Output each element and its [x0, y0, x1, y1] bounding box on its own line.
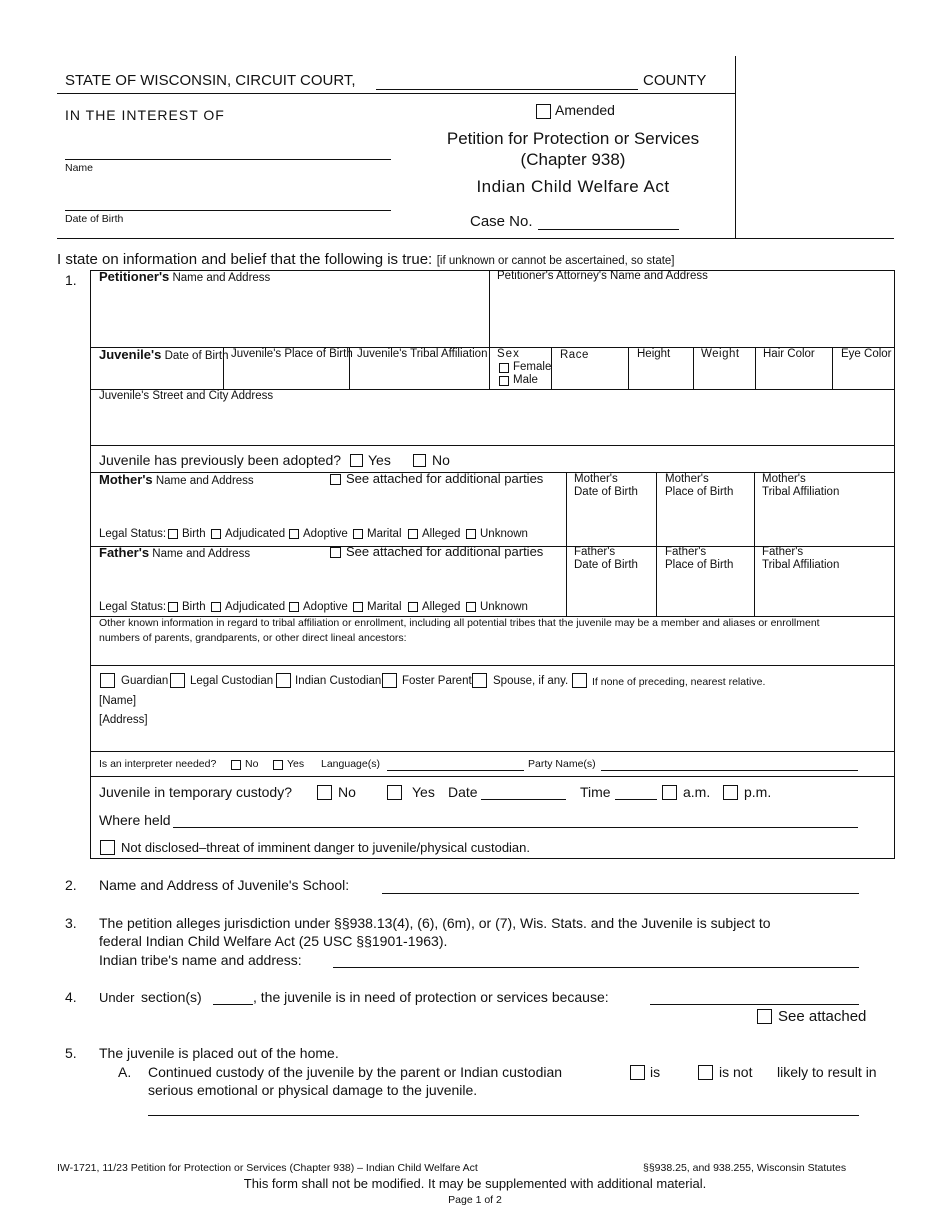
- party-name-label: Party Name(s): [528, 758, 596, 770]
- likely-label: likely to result in: [777, 1064, 877, 1080]
- county-label: COUNTY: [643, 72, 707, 89]
- sub-a-label: A.: [118, 1064, 132, 1080]
- case-no-label: Case No.: [470, 213, 533, 230]
- am-checkbox[interactable]: [662, 785, 677, 800]
- legal-status-label: Legal Status:: [99, 601, 167, 613]
- father-tribal-label: [762, 546, 839, 571]
- language-label: Language(s): [321, 758, 380, 770]
- custody-line-2: serious emotional or physical damage to the juvenile.: [148, 1082, 478, 1098]
- father-dob-line-1: Father's: [574, 546, 616, 558]
- father-status-unknown-checkbox[interactable]: [466, 602, 476, 612]
- dob-label: Date of Birth: [65, 213, 124, 225]
- not-disclosed-label: Not disclosed–threat of imminent danger to juvenile/physical custodian.: [121, 840, 531, 855]
- name-label: Name: [65, 162, 94, 174]
- custodian-label: Foster Parent: [402, 675, 472, 687]
- father-status-adjudicated-checkbox[interactable]: [211, 602, 221, 612]
- intro-note: [if unknown or cannot be ascertained, so state]: [436, 255, 675, 267]
- mother-status-adoptive-checkbox[interactable]: [289, 529, 299, 539]
- father-dob-line-2: Date of Birth: [574, 558, 638, 571]
- mother-label-rest: Name and Address: [155, 475, 254, 487]
- jurisdiction-line-2: federal Indian Child Welfare Act (25 USC §§1901-1963).: [99, 933, 448, 949]
- item-3-number: 3.: [65, 915, 77, 931]
- is-checkbox[interactable]: [630, 1065, 645, 1080]
- row-rule: [90, 776, 895, 777]
- custodian-label: Guardian: [121, 675, 169, 687]
- interpreter-no-label: No: [245, 758, 259, 770]
- tribe-field[interactable]: [333, 967, 859, 968]
- other-info-line-2: numbers of parents, grandparents, or other direct lineal ancestors:: [99, 632, 407, 644]
- legal-custodian-checkbox[interactable]: [170, 673, 185, 688]
- father-tribal-line-2: Tribal Affiliation: [762, 558, 840, 571]
- mother-status-adjudicated-checkbox[interactable]: [211, 529, 221, 539]
- juvenile-dob-text: Date of Birth: [164, 350, 229, 362]
- mother-legal-status: [99, 528, 166, 540]
- father-see-attached-label: See attached for additional parties: [346, 544, 544, 559]
- status-label: Alleged: [422, 601, 461, 613]
- mother-label: [99, 472, 254, 487]
- petitioner-label-bold: Petitioner's: [99, 269, 170, 284]
- guardian-checkbox[interactable]: [100, 673, 115, 688]
- mother-status-marital-checkbox[interactable]: [353, 529, 363, 539]
- father-status-marital-checkbox[interactable]: [353, 602, 363, 612]
- protection-reason-label: , the juvenile is in need of protection or services because:: [253, 989, 609, 1005]
- sections-label: section(s): [141, 989, 202, 1005]
- mother-pob-line-2: Place of Birth: [665, 485, 734, 498]
- custody-field[interactable]: [148, 1115, 859, 1116]
- reason-field[interactable]: [650, 1004, 859, 1005]
- father-see-attached-checkbox[interactable]: [330, 547, 341, 558]
- male-checkbox[interactable]: [499, 376, 509, 386]
- name-field[interactable]: [65, 159, 391, 160]
- juvenile-label-bold: Juvenile's: [99, 347, 162, 362]
- juvenile-tribal-label: Juvenile's Tribal Affiliation: [357, 348, 488, 360]
- case-no-field[interactable]: [538, 229, 679, 230]
- temp-custody-yes-checkbox[interactable]: [387, 785, 402, 800]
- father-dob-label: [574, 546, 638, 571]
- temp-custody-no-checkbox[interactable]: [317, 785, 332, 800]
- juvenile-pob-label: Juvenile's Place of Birth: [231, 348, 353, 360]
- status-label: Adjudicated: [225, 601, 286, 613]
- interpreter-yes-checkbox[interactable]: [273, 760, 283, 770]
- mother-dob-line-1: Mother's: [574, 473, 618, 485]
- dob-field[interactable]: [65, 210, 391, 211]
- mother-tribal-line-2: Tribal Affiliation: [762, 485, 840, 498]
- time-label: Time: [580, 784, 611, 800]
- spouse-checkbox[interactable]: [472, 673, 487, 688]
- tribe-label: Indian tribe's name and address:: [99, 952, 302, 968]
- custodian-label: Spouse, if any.: [493, 675, 569, 687]
- father-status-adoptive-checkbox[interactable]: [289, 602, 299, 612]
- where-held-field[interactable]: [173, 827, 858, 828]
- status-label: Birth: [182, 601, 206, 613]
- female-checkbox[interactable]: [499, 363, 509, 373]
- nearest-relative-checkbox[interactable]: [572, 673, 587, 688]
- father-tribal-line-1: Father's: [762, 546, 804, 558]
- see-attached-checkbox[interactable]: [757, 1009, 772, 1024]
- father-status-birth-checkbox[interactable]: [168, 602, 178, 612]
- item-2-number: 2.: [65, 877, 77, 893]
- custodian-label: If none of preceding, nearest relative.: [592, 676, 766, 688]
- form-chapter: (Chapter 938): [520, 150, 626, 169]
- col-divider: [693, 347, 694, 389]
- form-id: IW-1721, 11/23 Petition for Protection or Services (Chapter 938) – Indian Child Welfare Act: [57, 1162, 478, 1174]
- father-pob-line-2: Place of Birth: [665, 558, 734, 571]
- temp-custody-yes-label: Yes: [412, 784, 435, 800]
- petitioner-label-rest: Name and Address: [172, 272, 271, 284]
- father-pob-line-1: Father's: [665, 546, 707, 558]
- form-title: Petition for Protection or Services: [446, 129, 700, 148]
- placed-out-label: The juvenile is placed out of the home.: [99, 1045, 339, 1061]
- intro-main: I state on information and belief that the following is true:: [57, 251, 433, 268]
- mother-status-alleged-checkbox[interactable]: [408, 529, 418, 539]
- col-divider: [489, 270, 490, 389]
- under-label: Under: [99, 990, 135, 1005]
- status-label: Marital: [367, 528, 402, 540]
- mother-dob-label: [574, 473, 638, 498]
- interpreter-no-checkbox[interactable]: [231, 760, 241, 770]
- mother-status-unknown-checkbox[interactable]: [466, 529, 476, 539]
- custodian-label: Indian Custodian: [295, 675, 382, 687]
- mother-status-birth-checkbox[interactable]: [168, 529, 178, 539]
- father-pob-label: [665, 546, 733, 571]
- school-label: Name and Address of Juvenile's School:: [99, 877, 350, 893]
- height-label: Height: [637, 348, 671, 360]
- juvenile-dob-label: [99, 347, 228, 362]
- pm-checkbox[interactable]: [723, 785, 738, 800]
- not-disclosed-checkbox[interactable]: [100, 840, 115, 855]
- row-rule: [90, 665, 895, 666]
- custody-line-1: Continued custody of the juvenile by the parent or Indian custodian: [148, 1064, 563, 1080]
- adopted-no-checkbox[interactable]: [413, 454, 426, 467]
- language-field[interactable]: [387, 770, 524, 771]
- mother-pob-label: [665, 473, 733, 498]
- mother-dob-line-2: Date of Birth: [574, 485, 638, 498]
- pm-label: p.m.: [744, 784, 772, 800]
- indian-custodian-checkbox[interactable]: [276, 673, 291, 688]
- adopted-question: Juvenile has previously been adopted?: [99, 452, 342, 468]
- temp-custody-no-label: No: [338, 784, 356, 800]
- amended-checkbox[interactable]: [536, 104, 551, 119]
- jurisdiction-line-1: The petition alleges jurisdiction under §§938.13(4), (6), (6m), or (7), Wis. Stats. and the Juvenile is subject to: [99, 915, 771, 931]
- legal-status-label: Legal Status:: [99, 528, 167, 540]
- father-status-alleged-checkbox[interactable]: [408, 602, 418, 612]
- weight-label: Weight: [701, 348, 740, 360]
- mother-see-attached-checkbox[interactable]: [330, 474, 341, 485]
- row-rule: [90, 751, 895, 752]
- father-legal-status: [99, 601, 166, 613]
- status-label: Adoptive: [303, 528, 348, 540]
- street-label: Juvenile's Street and City Address: [99, 390, 274, 402]
- school-field[interactable]: [382, 893, 859, 894]
- form-subtitle: Indian Child Welfare Act: [476, 177, 670, 196]
- item-4-number: 4.: [65, 989, 77, 1005]
- statutes: §§938.25, and 938.255, Wisconsin Statutes: [643, 1162, 847, 1174]
- am-label: a.m.: [683, 784, 711, 800]
- col-divider: [628, 347, 629, 389]
- is-not-checkbox[interactable]: [698, 1065, 713, 1080]
- col-divider: [566, 472, 567, 616]
- custodian-address-label: [Address]: [99, 714, 148, 726]
- adopted-yes-label: Yes: [368, 452, 391, 468]
- date-field[interactable]: [481, 799, 566, 800]
- attorney-label: Petitioner's Attorney's Name and Address: [497, 270, 708, 282]
- item-1-number: 1.: [65, 272, 77, 288]
- header-bottom-rule: [57, 238, 894, 239]
- date-label: Date: [448, 784, 478, 800]
- amended-label: Amended: [555, 102, 615, 118]
- mother-pob-line-1: Mother's: [665, 473, 709, 485]
- col-divider: [656, 472, 657, 616]
- county-field[interactable]: [376, 89, 638, 90]
- interpreter-question: Is an interpreter needed?: [99, 758, 217, 770]
- item-5-number: 5.: [65, 1045, 77, 1061]
- party-name-field[interactable]: [601, 770, 858, 771]
- page-number: Page 1 of 2: [448, 1194, 502, 1206]
- status-label: Birth: [182, 528, 206, 540]
- custodian-label: Legal Custodian: [190, 675, 274, 687]
- time-field[interactable]: [615, 799, 657, 800]
- is-not-label: is not: [719, 1064, 753, 1080]
- father-label-bold: Father's: [99, 545, 150, 560]
- col-divider: [755, 347, 756, 389]
- court-label: STATE OF WISCONSIN, CIRCUIT COURT,: [65, 72, 356, 89]
- father-label: [99, 545, 250, 560]
- status-label: Unknown: [480, 601, 528, 613]
- other-info-line-1: Other known information in regard to tribal affiliation or enrollment, including all potential tribes that the juvenile may be a member and aliases or enrollment: [99, 617, 820, 629]
- mother-tribal-label: [762, 473, 839, 498]
- petitioner-label: [99, 269, 270, 284]
- sections-field[interactable]: [213, 1004, 253, 1005]
- is-label: is: [650, 1064, 661, 1080]
- mother-see-attached-label: See attached for additional parties: [346, 471, 544, 486]
- col-divider: [832, 347, 833, 389]
- status-label: Unknown: [480, 528, 528, 540]
- eye-color-label: Eye Color: [841, 348, 892, 360]
- female-label: Female: [513, 361, 552, 373]
- status-label: Marital: [367, 601, 402, 613]
- interpreter-yes-label: Yes: [287, 758, 305, 770]
- see-attached-label: See attached: [778, 1008, 867, 1025]
- male-label: Male: [513, 374, 538, 386]
- form-notice: This form shall not be modified. It may be supplemented with additional material.: [243, 1176, 707, 1191]
- adopted-no-label: No: [432, 452, 450, 468]
- race-label: Race: [560, 349, 589, 361]
- foster-parent-checkbox[interactable]: [382, 673, 397, 688]
- custodian-name-label: [Name]: [99, 695, 137, 707]
- col-divider: [754, 472, 755, 616]
- row-rule: [90, 445, 895, 446]
- mother-label-bold: Mother's: [99, 472, 153, 487]
- header-rule: [57, 93, 735, 94]
- temp-custody-question: Juvenile in temporary custody?: [99, 784, 292, 800]
- in-interest-label: IN THE INTEREST OF: [65, 107, 225, 123]
- adopted-yes-checkbox[interactable]: [350, 454, 363, 467]
- where-held-label: Where held: [99, 812, 171, 828]
- status-label: Adoptive: [303, 601, 348, 613]
- status-label: Adjudicated: [225, 528, 286, 540]
- intro-line: [57, 251, 675, 269]
- sex-label: Sex: [497, 348, 520, 360]
- status-label: Alleged: [422, 528, 461, 540]
- hair-color-label: Hair Color: [763, 348, 815, 360]
- father-label-rest: Name and Address: [152, 548, 251, 560]
- mother-tribal-line-1: Mother's: [762, 473, 806, 485]
